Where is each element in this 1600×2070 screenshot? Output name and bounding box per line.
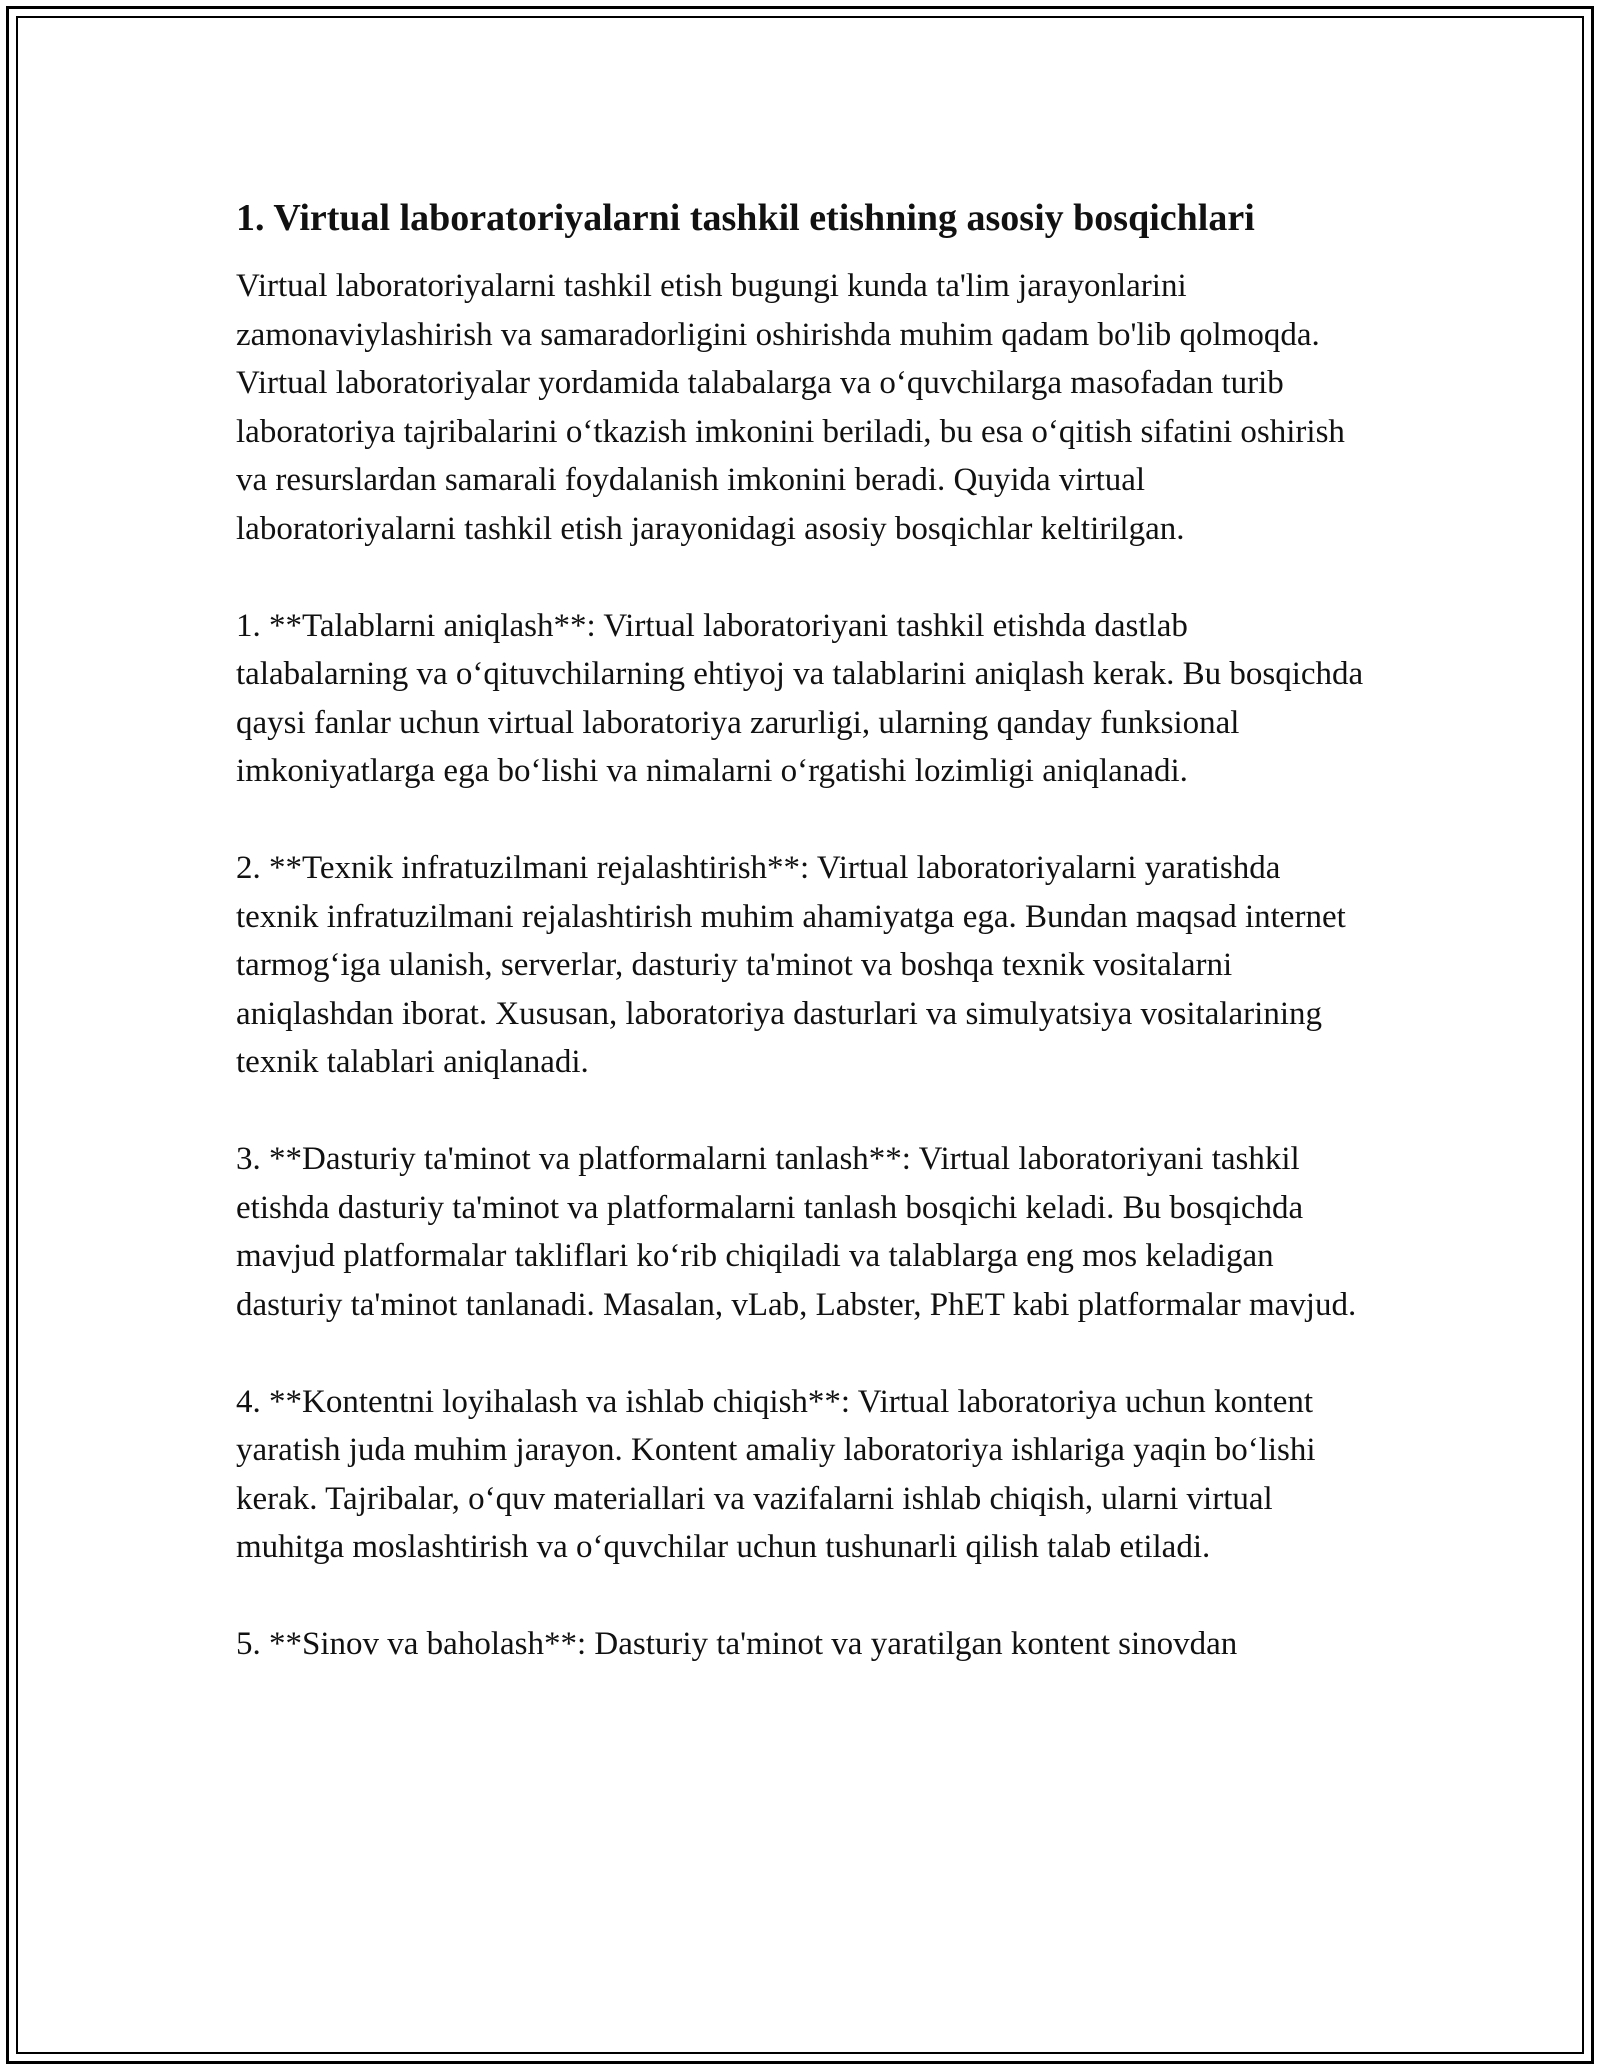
- paragraph-step-1: 1. **Talablarni aniqlash**: Virtual laboratoriyani tashkil etishda dastlab talabalarning va o‘qituvchilarning ehtiyoj va talablarini aniqlash kerak. Bu bosqichda qaysi fanlar uchun virtual laboratoriya zarurligi, ularning qanday funksional imkoniyatlarga ega bo‘lishi va nimalarni o‘rgatishi lozimligi aniqlanadi.: [236, 607, 1364, 789]
- paragraph-step-5: 5. **Sinov va baholash**: Dasturiy ta'minot va yaratilgan kontent sinovdan: [236, 1626, 1238, 1662]
- document-title: 1. Virtual laboratoriyalarni tashkil etishning asosiy bosqichlari: [236, 197, 1255, 239]
- paragraph-intro: Virtual laboratoriyalarni tashkil etish bugungi kunda ta'lim jarayonlarini zamonaviylashirish va samaradorligini oshirishda muhim qadam bo'lib qolmoqda. Virtual laboratoriyalar yordamida talabalarga va o‘quvchilarga masofadan turib laboratoriya tajribalarini o‘tkazish imkonini beriladi, bu esa o‘qitish sifatini oshirish va resurslardan samarali foydalanish imkonini beradi. Quyida virtual laboratoriyalarni tashkil etish jarayonidagi asosiy bosqichlar keltirilgan.: [236, 268, 1345, 547]
- paragraph-step-3: 3. **Dasturiy ta'minot va platformalarni tanlash**: Virtual laboratoriyani tashkil etishda dasturiy ta'minot va platformalarni tanlash bosqichi keladi. Bu bosqichda mavjud platformalar takliflari ko‘rib chiqiladi va talablarga eng mos keladigan dasturiy ta'minot tanlanadi. Masalan, vLab, Labster, PhET kabi platformalar mavjud.: [236, 1141, 1357, 1323]
- document-body: [236, 180, 1366, 1717]
- paragraph-step-2: 2. **Texnik infratuzilmani rejalashtirish**: Virtual laboratoriyalarni yaratishda texnik infratuzilmani rejalashtirish muhim ahamiyatga ega. Bundan maqsad internet tarmog‘iga ulanish, serverlar, dasturiy ta'minot va boshqa texnik vositalarni aniqlashdan iborat. Xususan, laboratoriya dasturlari va simulyatsiya vositalarining texnik talablari aniqlanadi.: [236, 850, 1346, 1080]
- paragraph-step-4: 4. **Kontentni loyihalash va ishlab chiqish**: Virtual laboratoriya uchun kontent yaratish juda muhim jarayon. Kontent amaliy laboratoriya ishlariga yaqin bo‘lishi kerak. Tajribalar, o‘quv materiallari va vazifalarni ishlab chiqish, ularni virtual muhitga moslashtirish va o‘quvchilar uchun tushunarli qilish talab etiladi.: [236, 1383, 1316, 1565]
